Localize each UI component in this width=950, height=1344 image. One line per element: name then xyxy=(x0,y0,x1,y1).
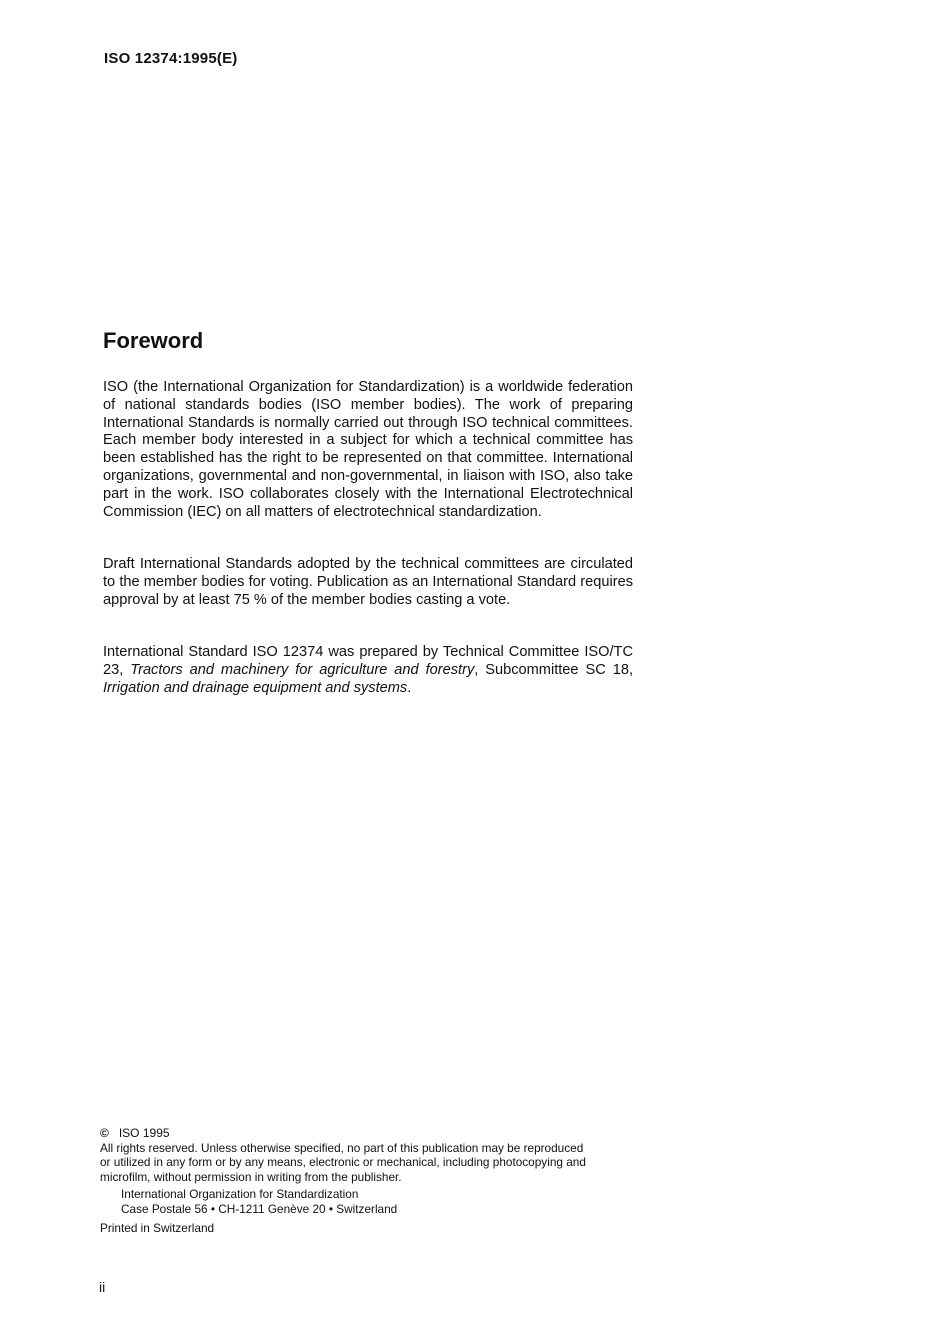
foreword-paragraph-3 xyxy=(103,644,633,697)
copyright-block xyxy=(100,1126,635,1235)
rights-line-2: or utilized in any form or by any means, electronic or mechanical, including photocopying and xyxy=(100,1155,586,1170)
paragraph-3-text-3: . xyxy=(407,679,412,696)
printed-in: Printed in Switzerland xyxy=(100,1220,215,1235)
page-number: ii xyxy=(99,1279,106,1295)
committee-title: Tractors and machinery for agriculture and forestry xyxy=(130,661,475,678)
copyright-text: ISO 1995 xyxy=(118,1126,170,1140)
copyright-notice xyxy=(100,1126,635,1141)
postal-address: Case Postale 56 • CH-1211 Genève 20 • Switzerland xyxy=(121,1201,398,1216)
subcommittee-title: Irrigation and drainage equipment and systems xyxy=(103,679,408,696)
foreword-paragraph-2: Draft International Standards adopted by the technical committees are circulated to the member bodies for voting. Publication as an International Standard requires approval by at least 75 % of the member bodies casting a vote. xyxy=(103,556,633,608)
paragraph-3-text-1: International Standard ISO 12374 was prepared by Technical Committee ISO/TC 23, xyxy=(103,644,633,678)
paragraph-3-text-2: , Subcommittee SC 18, xyxy=(474,661,634,678)
organization-name: International Organization for Standardization xyxy=(121,1187,359,1202)
copyright-icon: © xyxy=(100,1126,109,1140)
rights-line-3: microfilm, without permission in writing from the publisher. xyxy=(100,1169,402,1184)
rights-statement xyxy=(100,1141,635,1185)
foreword-paragraph-1: ISO (the International Organization for Standardization) is a worldwide federation of national standards bodies (ISO member bodies). The work of preparing International Standards is normally carried out through ISO technical committees. Each member body interested in a subject for which a technical committee has been established has the right to be represented on that committee. International organizations, governmental and non-governmental, in liaison with ISO, also take part in the work. ISO collaborates closely with the International Electrotechnical Commission (IEC) on all matters of electrotechnical standardization. xyxy=(103,379,633,520)
publisher-address xyxy=(121,1187,635,1216)
rights-line-1: All rights reserved. Unless otherwise specified, no part of this publication may be reproduced xyxy=(100,1140,584,1155)
document-header: ISO 12374:1995(E) xyxy=(104,50,238,67)
section-title: Foreword xyxy=(103,328,204,353)
